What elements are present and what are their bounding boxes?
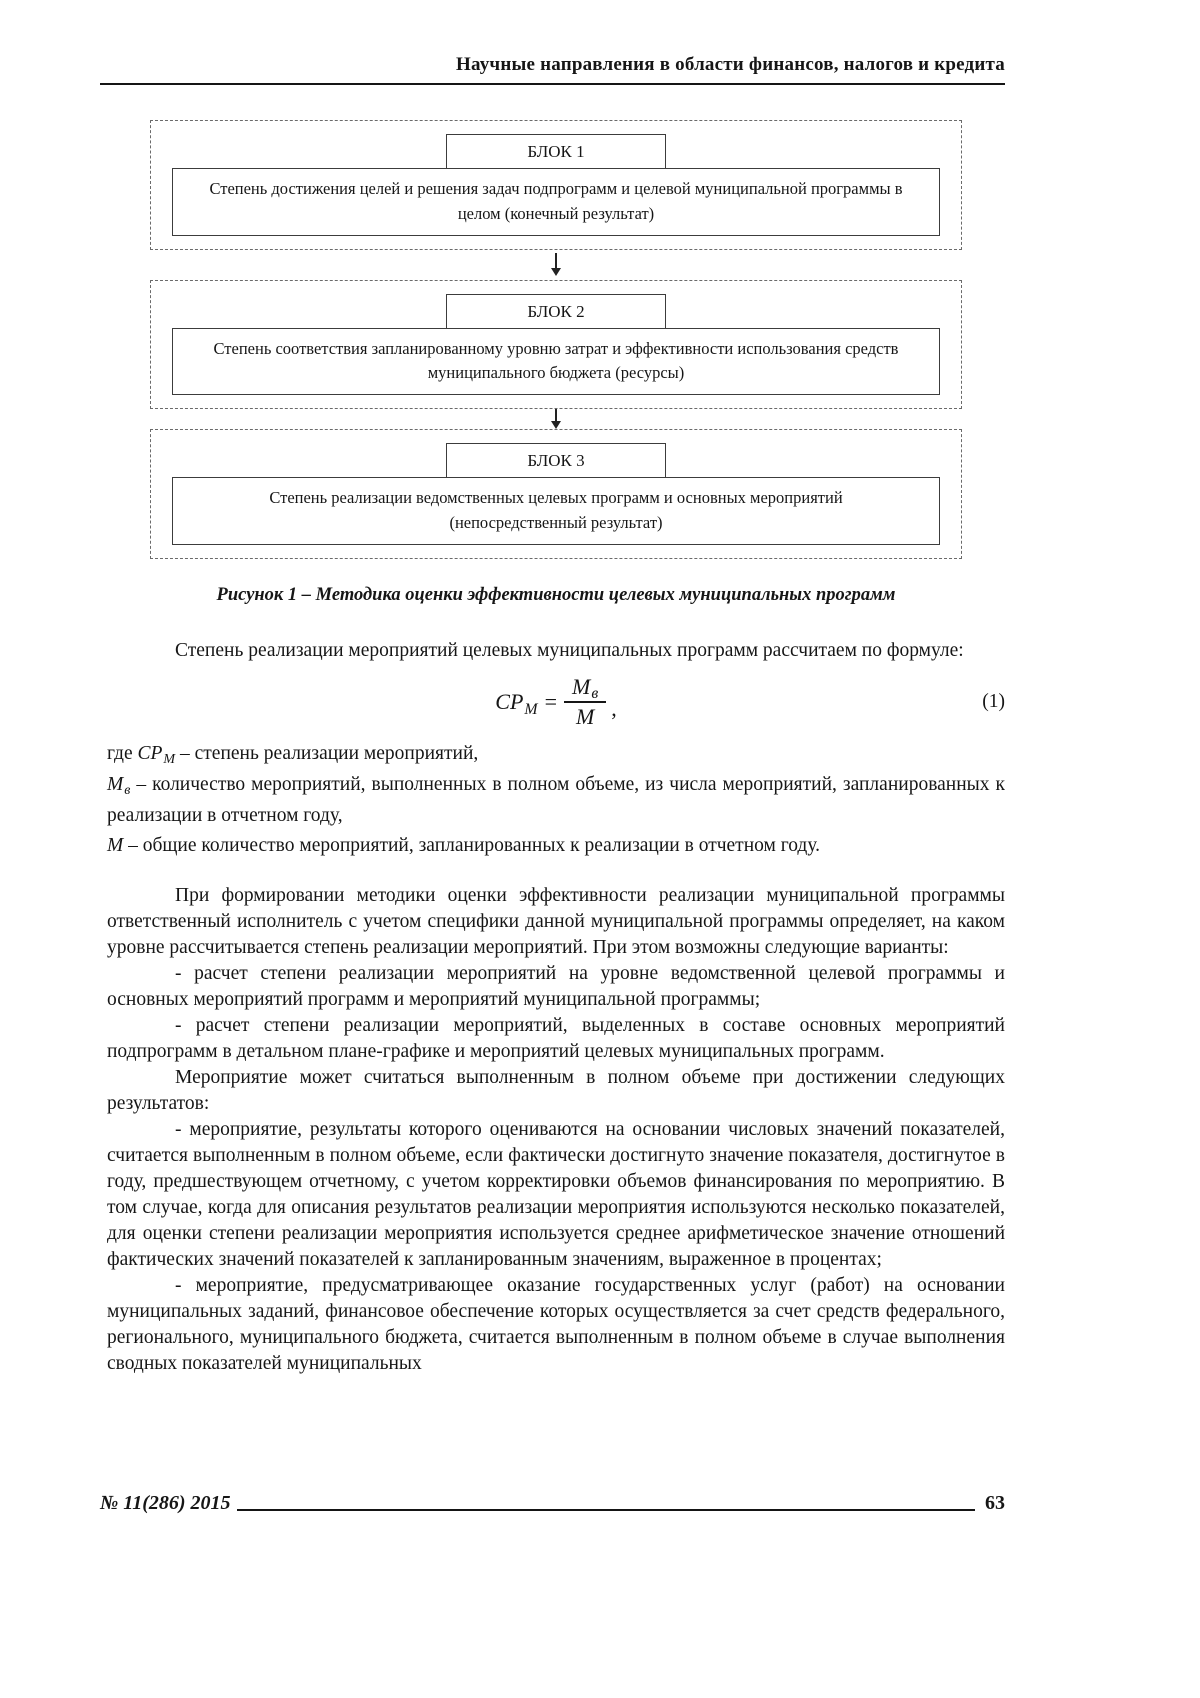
numerator-variable [572,674,599,703]
fraction-denominator: М [575,704,595,730]
paragraph: - мероприятие, предусматривающее оказание государственных услуг (работ) на основании муниципальных заданий, финансовое обеспечение которых осуществляется за счет средств федерального, регионального, муниципального бюджета, считается выполненным в полном объеме в случае выполнения сводных показателей муниципальных [107,1274,1005,1374]
arrow-line [555,409,557,421]
formula-lhs-subscript: М [524,700,538,718]
block-3-description: Степень реализации ведомственных целевых программ и основных мероприятий (непосредственный результат) [172,477,940,545]
figure-1 [107,120,1005,606]
numerator-base: М [572,674,591,699]
where-line-3 [107,831,1005,861]
where-line-2 [107,770,1005,831]
footer-rule [237,1509,975,1511]
variable-srm [137,742,176,767]
where-intro: где [107,742,138,764]
variable-srm-subscript: М [163,750,176,767]
where-line-1 [107,739,1005,770]
down-arrow-icon [150,250,962,280]
block-1-title: БЛОК 1 [446,134,666,169]
variable-mv [107,773,131,798]
page-number: 63 [985,1492,1005,1514]
paragraph: - расчет степени реализации мероприятий, выделенных в составе основных мероприятий подпрограмм в детальном плане-графике и мероприятий целевых муниципальных программ. [107,1014,1005,1062]
paragraph: Мероприятие может считаться выполненным в полном объеме при достижении следующих результатов: [107,1066,1005,1114]
equation-1 [107,674,1005,731]
article-body [107,638,1005,1377]
block-1-description: Степень достижения целей и решения задач подпрограмм и целевой муниципальной программы в целом (конечный результат) [172,168,940,236]
variable-mv-subscript: в [124,781,131,798]
fraction-numerator [564,674,606,703]
equation-number: (1) [982,691,1005,713]
block-3-title: БЛОК 3 [446,443,666,478]
where-line-2-text: – количество мероприятий, выполненных в полном объеме, из числа мероприятий, запланированных к реализации в отчетном году, [107,773,1005,826]
numerator-subscript: в [591,685,599,703]
block-2-description: Степень соответствия запланированному уровню затрат и эффективности использования средств муниципального бюджета (ресурсы) [172,328,940,396]
arrow-head [551,421,561,429]
arrow-head [551,268,561,276]
equals-sign: = [544,689,558,715]
where-line-3-text: – общие количество мероприятий, запланированных к реализации в отчетном году. [123,834,821,856]
fraction [564,674,606,731]
page-footer [100,1492,1005,1515]
block-2-title: БЛОК 2 [446,294,666,329]
page-header [100,54,1005,85]
paragraph: При формировании методики оценки эффективности реализации муниципальной программы ответственный исполнитель с учетом специфики данной муниципальной программы определяет, на каком уровне рассчитывается степень реализации мероприятий. При этом возможны следующие варианты: [107,884,1005,958]
diagram-block-3 [150,429,962,559]
down-arrow-icon [150,409,962,429]
paragraph: - мероприятие, результаты которого оцениваются на основании числовых значений показателей, считается выполненным в полном объеме, если фактически достигнуто значение показателя, достигнутое в году, предшествующем отчетному, с учетом корректировки объемов финансирования по мероприятию. В том случае, когда для описания результатов реализации мероприятия используются несколько показателей, для оценки степени реализации мероприятия используется среднее арифметическое значение отношений фактических значений показателей к запланированным значениям, выраженное в процентах; [107,1118,1005,1270]
variable-m: М [107,834,124,856]
issue-number: № 11(286) 2015 [100,1492,231,1514]
figure-caption: Рисунок 1 – Методика оценки эффективности целевых муниципальных программ [216,584,896,605]
intro-paragraph: Степень реализации мероприятий целевых муниципальных программ рассчитаем по формуле: [175,640,964,661]
formula-comma: , [611,696,617,722]
diagram-block-1 [150,120,962,250]
paragraph: - расчет степени реализации мероприятий на уровне ведомственной целевой программы и основных мероприятий программ и мероприятий муниципальной программы; [107,962,1005,1010]
formula-expression [495,674,616,731]
methodology-diagram [150,120,962,559]
formula-lhs [495,689,538,718]
where-line-1-text: – степень реализации мероприятий, [175,742,479,764]
diagram-block-2 [150,280,962,410]
variable-mv-base: М [107,773,124,795]
running-head-title: Научные направления в области финансов, налогов и кредита [456,54,1005,75]
arrow-line [555,253,557,268]
variable-srm-base: СР [137,742,163,764]
formula-lhs-base: СР [495,689,524,715]
